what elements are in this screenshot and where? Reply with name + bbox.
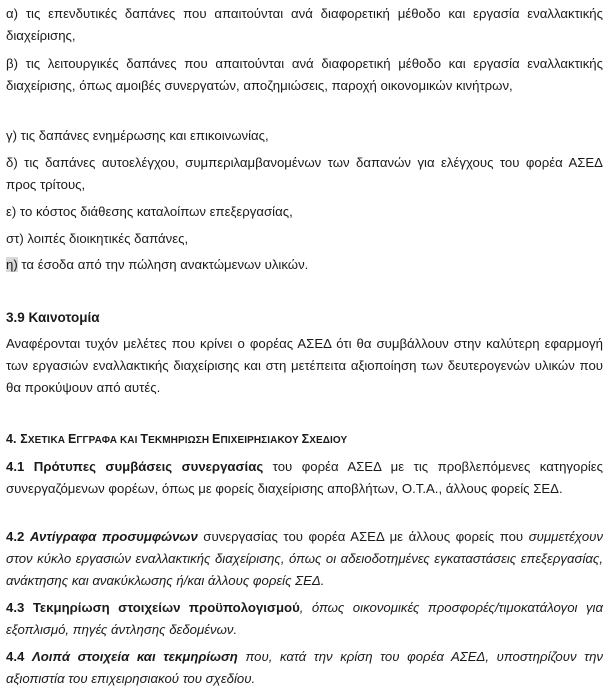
section-4-1-text: του φορέα ΑΣΕΔ με τις προβλεπόμενες κατηγορίες συνεργαζόμενων φορέων, όπως με φορείς διαχείρισης αποβλήτων, Ο.Τ.Α., άλλους φορείς ΣΕΔ. — [6, 459, 603, 496]
heading-cap: Ε — [67, 432, 77, 446]
section-4-4-text: που, κατά την κρίση του φορέα ΑΣΕΔ, υποστηρίζουν την αξιοπιστία του επιχειρησιακού του σχεδίου. — [6, 649, 604, 686]
heading-smallcaps: ΓΓΡΑΦΑ ΚΑΙ — [76, 435, 141, 446]
section-4-4-number: 4.4 — [6, 649, 32, 664]
heading-cap: Σ — [20, 432, 28, 446]
list-item-g: γ) τις δαπάνες ενημέρωσης και επικοινωνίας, — [6, 128, 269, 143]
list-item-d: δ) τις δαπάνες αυτοελέγχου, συμπεριλαμβανομένων των δαπανών για ελέγχους του φορέα ΑΣΕΔ προς τρίτους, — [6, 155, 603, 192]
section-4-1-lead: 4.1 Πρότυπες συμβάσεις συνεργασίας — [6, 459, 264, 474]
heading-cap: Σ — [301, 432, 310, 446]
highlighted-marker: η) — [6, 257, 18, 272]
heading-cap: Τ — [140, 432, 149, 446]
section-3-9-body: Αναφέρονται τυχόν μελέτες που κρίνει ο φορέας ΑΣΕΔ ότι θα συμβάλλουν στην καλύτερη εφαρμογή των εργασιών εναλλακτικής διαχείρισης και στη μετέπειτα αξιοποίηση των δευτερογενών υλικών που θα προκύψουν από αυτές. — [6, 336, 603, 395]
section-4-4-lead: Λοιπά στοιχεία και τεκμηρίωση — [31, 649, 238, 664]
heading-smallcaps: ΠΙΧΕΙΡΗΣΙΑΚΟΥ — [220, 435, 302, 446]
section-3-9-heading: 3.9 Καινοτομία — [6, 310, 100, 325]
list-item-b: β) τις λειτουργικές δαπάνες που απαιτούνται ανά διαφορετική μέθοδο και εργασία εναλλακτικής διαχείρισης, όπως αμοιβές συνεργατών, αποζημιώσεις, παροχή οικονομικών κινήτρων, — [6, 56, 603, 93]
heading-smallcaps: ΕΚΜΗΡΙΩΣΗ — [148, 435, 213, 446]
list-item-st: στ) λοιπές διοικητικές δαπάνες, — [6, 231, 189, 246]
section-4-3 — [6, 597, 603, 641]
heading-cap: Ε — [212, 432, 221, 446]
section-4-2-lead: Αντίγραφα προσυμφώνων — [29, 529, 198, 544]
section-4-2-italic-text: συμμετέχουν στον κύκλο εργασιών εναλλακτικής διαχείρισης, όπως οι αδειοδοτημένες εγκαταστάσεις επεξεργασίας, ανάκτησης και ανακύκλωσης ή/και άλλους φορείς ΣΕΔ. — [6, 529, 604, 588]
section-4-2 — [6, 526, 603, 592]
section-4-2-text: συνεργασίας του φορέα ΑΣΕΔ με άλλους φορείς που — [197, 529, 529, 544]
heading-number: 4. — [6, 432, 21, 446]
list-item-a: α) τις επενδυτικές δαπάνες που απαιτούνται ανά διαφορετική μέθοδο και εργασία εναλλακτικής διαχείρισης, — [6, 6, 603, 43]
section-4-3-lead: 4.3 Τεκμηρίωση στοιχείων προϋπολογισμού — [6, 600, 300, 615]
list-item-h-text: τα έσοδα από την πώληση ανακτώμενων υλικών. — [17, 257, 309, 272]
list-item-e: ε) το κόστος διάθεσης καταλοίπων επεξεργασίας, — [6, 204, 293, 219]
section-4-heading — [6, 428, 603, 452]
heading-smallcaps: ΧΕΔΙΟΥ — [309, 435, 348, 446]
heading-smallcaps: ΧΕΤΙΚΑ — [27, 435, 68, 446]
section-4-3-text: , όπως οικονομικές προσφορές/τιμοκατάλογοι για εξοπλισμό, πηγές άντλησης δεδομένων. — [6, 600, 603, 637]
section-4-4 — [6, 646, 603, 690]
list-item-h — [6, 254, 603, 276]
section-4-1 — [6, 456, 603, 500]
section-4-2-number: 4.2 — [6, 529, 30, 544]
